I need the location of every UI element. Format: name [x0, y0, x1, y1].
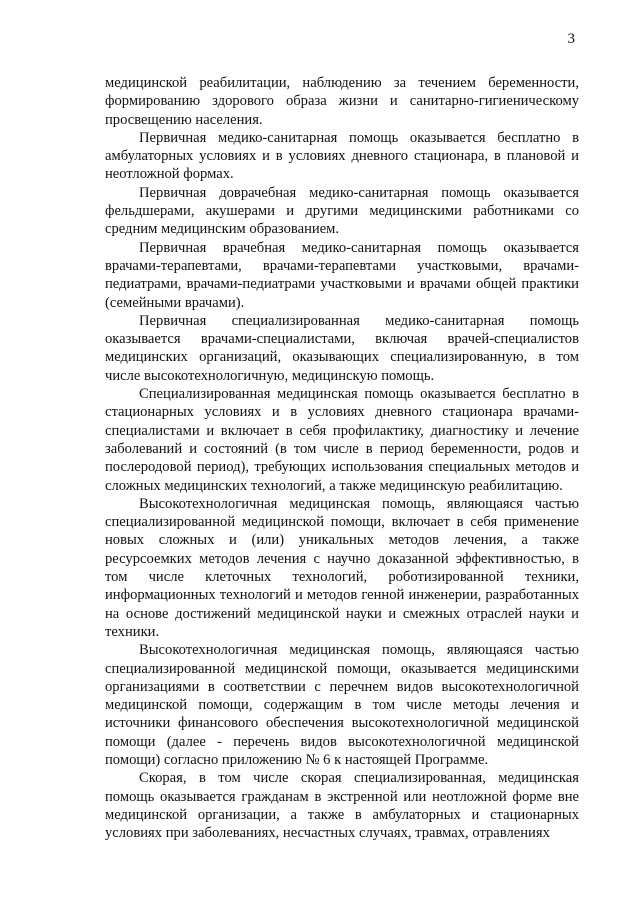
paragraph: Первичная доврачебная медико-санитарная помощь оказывается фельдшерами, акушерами и другими медицинскими работниками со средним медицинским образованием. [105, 184, 579, 238]
paragraph: Первичная специализированная медико-санитарная помощь оказывается врачами-специалистами, включая врачей-специалистов медицинских организаций, оказывающих специализированную, в том числе высокотехнологичную, медицинскую помощь. [105, 312, 579, 384]
paragraph: Высокотехнологичная медицинская помощь, являющаяся частью специализированной медицинской помощи, включает в себя применение новых сложных и (или) уникальных методов лечения, а также ресурсоемких методов лечения с научно доказанной эффективностью, в том числе клеточных технологий, роботизированной техники, информационных технологий и методов генной инженерии, разработанных на основе достижений медицинской науки и смежных отраслей науки и техники. [105, 495, 579, 640]
page-number: 3 [567, 31, 575, 47]
paragraph: Первичная медико-санитарная помощь оказывается бесплатно в амбулаторных условиях и в условиях дневного стационара, в плановой и неотложной формах. [105, 129, 579, 183]
paragraph: Скорая, в том числе скорая специализированная, медицинская помощь оказывается гражданам в экстренной или неотложной форме вне медицинской организации, а также в амбулаторных и стационарных условиях при заболеваниях, несчастных случаях, травмах, отравлениях [105, 770, 579, 842]
paragraph-continuation: медицинской реабилитации, наблюдению за течением беременности, формированию здорового образа жизни и санитарно-гигиеническому просвещению населения. [105, 75, 579, 128]
paragraph: Первичная врачебная медико-санитарная помощь оказывается врачами-терапевтами, врачами-терапевтами участковыми, врачами-педиатрами, врачами-педиатрами участковыми и врачами общей практики (семейными врачами). [105, 239, 579, 311]
paragraph: Специализированная медицинская помощь оказывается бесплатно в стационарных условиях и в условиях дневного стационара врачами-специалистами и включает в себя профилактику, диагностику и лечение заболеваний и состояний (в том числе в период беременности, родов и послеродовой период), требующих использования специальных методов и сложных медицинских технологий, а также медицинскую реабилитацию. [105, 386, 579, 494]
document-body [105, 74, 579, 842]
paragraph: Высокотехнологичная медицинская помощь, являющаяся частью специализированной медицинской помощи, оказывается медицинскими организациями в соответствии с перечнем видов высокотехнологичной медицинской помощи, содержащим в том числе методы лечения и источники финансового обеспечения высокотехнологичной медицинской помощи (далее - перечень видов высокотехнологичной медицинской помощи) согласно приложению № 6 к настоящей Программе. [105, 642, 579, 768]
